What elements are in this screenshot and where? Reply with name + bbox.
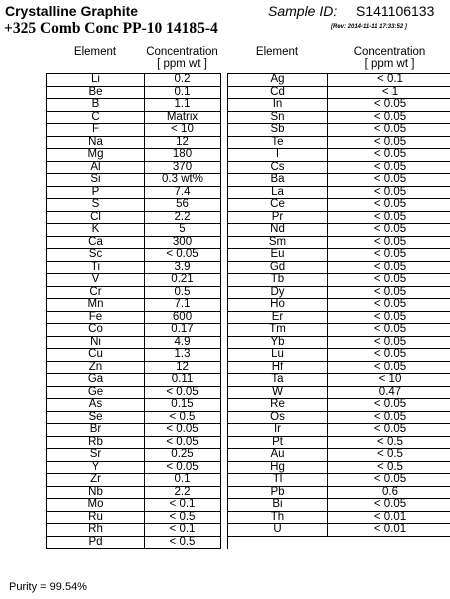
concentration-table-body [47,74,450,549]
concentration-cell: 7.4 [145,186,221,199]
concentration-cell: < 10 [145,124,221,137]
concentration-cell: 2.2 [145,486,221,499]
left-concentration-header [144,46,220,70]
concentration-cell: < 0.5 [328,436,450,449]
concentration-cell: 300 [145,236,221,249]
element-cell: Ge [47,386,145,399]
element-cell: Fe [47,311,145,324]
table-row [47,99,450,112]
element-cell: Nb [47,486,145,499]
element-cell: Er [228,311,328,324]
element-cell: Ho [228,299,328,312]
column-gap [221,136,228,149]
concentration-cell: 0.2 [145,74,221,87]
concentration-cell: < 0.1 [328,74,450,87]
sample-id-value: S141106133 [356,3,435,19]
concentration-cell: < 0.1 [145,499,221,512]
element-cell: B [47,99,145,112]
table-row [47,536,450,549]
column-gap [221,99,228,112]
table-row [47,211,450,224]
element-cell: Sr [47,449,145,462]
table-row [47,399,450,412]
element-cell: Rh [47,524,145,537]
column-gap [221,224,228,237]
left-element-header [46,46,144,58]
column-gap [221,86,228,99]
table-row [47,511,450,524]
element-cell: U [228,524,328,537]
element-cell: Na [47,136,145,149]
concentration-cell: < 0.05 [328,336,450,349]
column-gap [221,411,228,424]
concentration-cell: 370 [145,161,221,174]
element-cell: W [228,386,328,399]
left-concentration-header-unit: [ ppm wt ] [157,58,207,70]
concentration-cell: < 0.5 [328,449,450,462]
concentration-cell: < 0.05 [328,99,450,112]
table-row [47,249,450,262]
column-gap [221,474,228,487]
table-row [47,199,450,212]
table-row [47,286,450,299]
concentration-cell: < 1 [328,86,450,99]
concentration-cell: < 0.05 [328,224,450,237]
concentration-cell: < 0.5 [145,511,221,524]
column-gap [221,286,228,299]
table-row [47,374,450,387]
element-cell: Nd [228,224,328,237]
concentration-cell: 1.1 [145,99,221,112]
element-cell: Sb [228,124,328,137]
table-row [47,324,450,337]
column-gap [221,399,228,412]
column-gap [221,461,228,474]
element-cell: Ca [47,236,145,249]
column-gap [221,261,228,274]
element-cell: Mo [47,499,145,512]
element-cell: La [228,186,328,199]
column-gap [221,199,228,212]
element-cell: Cr [47,286,145,299]
revision-stamp: [Rev: 2014-11-11 17:33:52 ] [331,24,407,30]
element-cell: Ag [228,74,328,87]
column-gap [221,511,228,524]
concentration-cell: 0.15 [145,399,221,412]
element-cell: Si [47,174,145,187]
concentration-cell: < 0.05 [328,249,450,262]
element-cell: S [47,199,145,212]
table-row [47,274,450,287]
concentration-cell: < 0.05 [328,274,450,287]
concentration-cell: < 0.05 [145,424,221,437]
concentration-cell: 0.6 [328,486,450,499]
table-row [47,386,450,399]
element-cell: Tb [228,274,328,287]
table-row [47,474,450,487]
concentration-cell: < 0.05 [328,361,450,374]
column-gap [221,524,228,537]
column-gap [221,211,228,224]
element-cell: Re [228,399,328,412]
concentration-cell: < 0.05 [328,311,450,324]
concentration-cell: < 0.05 [328,424,450,437]
concentration-cell: < 0.05 [145,461,221,474]
column-gap [221,436,228,449]
table-row [47,136,450,149]
table-row [47,499,450,512]
concentration-cell: < 0.05 [328,499,450,512]
column-gap [221,174,228,187]
concentration-cell: 3.9 [145,261,221,274]
element-cell: Ti [47,261,145,274]
table-row [47,411,450,424]
element-cell: Au [228,449,328,462]
element-cell: Tm [228,324,328,337]
table-row [47,111,450,124]
table-row [47,86,450,99]
column-gap [221,361,228,374]
element-cell: Mg [47,149,145,162]
concentration-cell: < 0.05 [328,286,450,299]
concentration-cell: < 0.05 [328,399,450,412]
concentration-cell: 0.1 [145,474,221,487]
concentration-table [46,73,450,549]
concentration-cell: < 0.05 [328,186,450,199]
table-row [47,361,450,374]
element-cell: Al [47,161,145,174]
table-row [47,524,450,537]
column-gap [221,324,228,337]
table-row [47,174,450,187]
column-gap [221,449,228,462]
report-subtitle: +325 Comb Conc PP-10 14185-4 [4,20,218,37]
concentration-cell: 600 [145,311,221,324]
element-cell: Co [47,324,145,337]
column-gap [221,486,228,499]
element-cell: Cu [47,349,145,362]
concentration-cell: < 0.05 [328,149,450,162]
concentration-cell: 0.21 [145,274,221,287]
concentration-cell: 2.2 [145,211,221,224]
right-element-header [227,46,327,58]
element-cell: I [228,149,328,162]
element-cell: Hg [228,461,328,474]
table-row [47,186,450,199]
right-concentration-header [327,46,450,70]
element-cell: Zr [47,474,145,487]
element-cell: Ba [228,174,328,187]
element-cell: K [47,224,145,237]
report-title: Crystalline Graphite [5,3,139,19]
table-row [47,336,450,349]
concentration-cell: < 0.05 [328,474,450,487]
element-cell: Cs [228,161,328,174]
element-cell: Pd [47,536,145,549]
concentration-cell: < 0.05 [328,111,450,124]
concentration-cell: 0.11 [145,374,221,387]
sample-id-label: Sample ID: [268,3,338,19]
column-gap [221,499,228,512]
element-cell: Th [228,511,328,524]
column-gap [221,236,228,249]
concentration-cell: < 0.05 [328,211,450,224]
column-gap [221,311,228,324]
concentration-cell: < 0.5 [328,461,450,474]
column-gap [221,336,228,349]
left-element-header-label: Element [73,46,117,58]
element-cell: P [47,186,145,199]
left-concentration-header-label: Concentration [146,46,218,58]
column-gap [221,249,228,262]
element-cell: Cd [228,86,328,99]
concentration-cell: 0.5 [145,286,221,299]
element-cell: Ce [228,199,328,212]
concentration-cell: < 0.05 [328,236,450,249]
element-cell: Bi [228,499,328,512]
concentration-cell: 1.3 [145,349,221,362]
concentration-cell: < 0.5 [145,411,221,424]
concentration-cell: < 0.05 [328,124,450,137]
concentration-cell: < 0.05 [328,299,450,312]
element-cell: Br [47,424,145,437]
concentration-cell: 12 [145,361,221,374]
element-cell: Li [47,74,145,87]
element-cell: Pb [228,486,328,499]
table-row [47,124,450,137]
concentration-cell: 4.9 [145,336,221,349]
element-cell: Eu [228,249,328,262]
concentration-cell: 5 [145,224,221,237]
element-cell: As [47,399,145,412]
column-gap [221,111,228,124]
table-row [47,424,450,437]
element-cell: Dy [228,286,328,299]
element-cell: Pt [228,436,328,449]
concentration-cell: < 0.05 [328,411,450,424]
column-gap [221,374,228,387]
element-cell: Os [228,411,328,424]
table-row [47,461,450,474]
concentration-cell: < 0.05 [328,136,450,149]
element-cell: Tl [228,474,328,487]
column-gap [221,149,228,162]
table-row [47,161,450,174]
element-cell: Cl [47,211,145,224]
column-gap [221,161,228,174]
concentration-cell: < 0.05 [328,324,450,337]
concentration-cell: < 0.05 [328,199,450,212]
element-cell: Ir [228,424,328,437]
element-cell: C [47,111,145,124]
column-gap [221,349,228,362]
element-cell: Sm [228,236,328,249]
table-row [47,299,450,312]
table-row [47,149,450,162]
concentration-cell: < 0.5 [145,536,221,549]
concentration-cell: < 0.05 [145,249,221,262]
table-row [47,349,450,362]
element-cell: Lu [228,349,328,362]
table-row [47,224,450,237]
table-row [47,449,450,462]
right-element-header-label: Element [255,46,299,58]
element-cell: Yb [228,336,328,349]
element-cell: Ru [47,511,145,524]
concentration-cell: 7.1 [145,299,221,312]
element-cell: Y [47,461,145,474]
table-row [47,236,450,249]
column-gap [221,386,228,399]
concentration-cell: < 0.05 [328,261,450,274]
element-cell: Pr [228,211,328,224]
concentration-cell: < 0.01 [328,524,450,537]
concentration-cell: 0.3 wt% [145,174,221,187]
element-cell: Rb [47,436,145,449]
concentration-cell: < 0.05 [328,349,450,362]
concentration-cell: < 10 [328,374,450,387]
concentration-cell: 0.1 [145,86,221,99]
concentration-cell: < 0.1 [145,524,221,537]
element-cell: Mn [47,299,145,312]
concentration-cell: 180 [145,149,221,162]
concentration-cell: < 0.05 [328,161,450,174]
element-cell: Ni [47,336,145,349]
element-cell: Ta [228,374,328,387]
column-gap [221,299,228,312]
table-row [47,74,450,87]
column-gap [221,424,228,437]
concentration-cell: 0.47 [328,386,450,399]
column-gap [221,274,228,287]
table-row [47,436,450,449]
element-cell: Te [228,136,328,149]
column-gap [221,124,228,137]
concentration-cell: 56 [145,199,221,212]
element-cell: Be [47,86,145,99]
right-concentration-header-unit: [ ppm wt ] [364,58,415,70]
element-cell: Hf [228,361,328,374]
element-cell: Ga [47,374,145,387]
concentration-cell: Matrix [145,111,221,124]
element-cell: Se [47,411,145,424]
element-cell: Zn [47,361,145,374]
element-cell: Sc [47,249,145,262]
concentration-cell: 0.17 [145,324,221,337]
concentration-cell: < 0.05 [328,174,450,187]
concentration-cell: 12 [145,136,221,149]
element-cell: In [228,99,328,112]
element-cell: Sn [228,111,328,124]
element-cell: F [47,124,145,137]
table-row [47,311,450,324]
element-cell: Gd [228,261,328,274]
purity-summary: Purity = 99.54% [9,581,87,593]
column-gap [221,74,228,87]
column-gap [221,536,228,549]
concentration-cell: < 0.01 [328,511,450,524]
table-row [47,486,450,499]
concentration-cell: < 0.05 [145,436,221,449]
table-row [47,261,450,274]
concentration-cell: 0.25 [145,449,221,462]
column-gap [221,186,228,199]
right-concentration-header-label: Concentration [353,46,426,58]
element-cell: V [47,274,145,287]
concentration-cell: < 0.05 [145,386,221,399]
